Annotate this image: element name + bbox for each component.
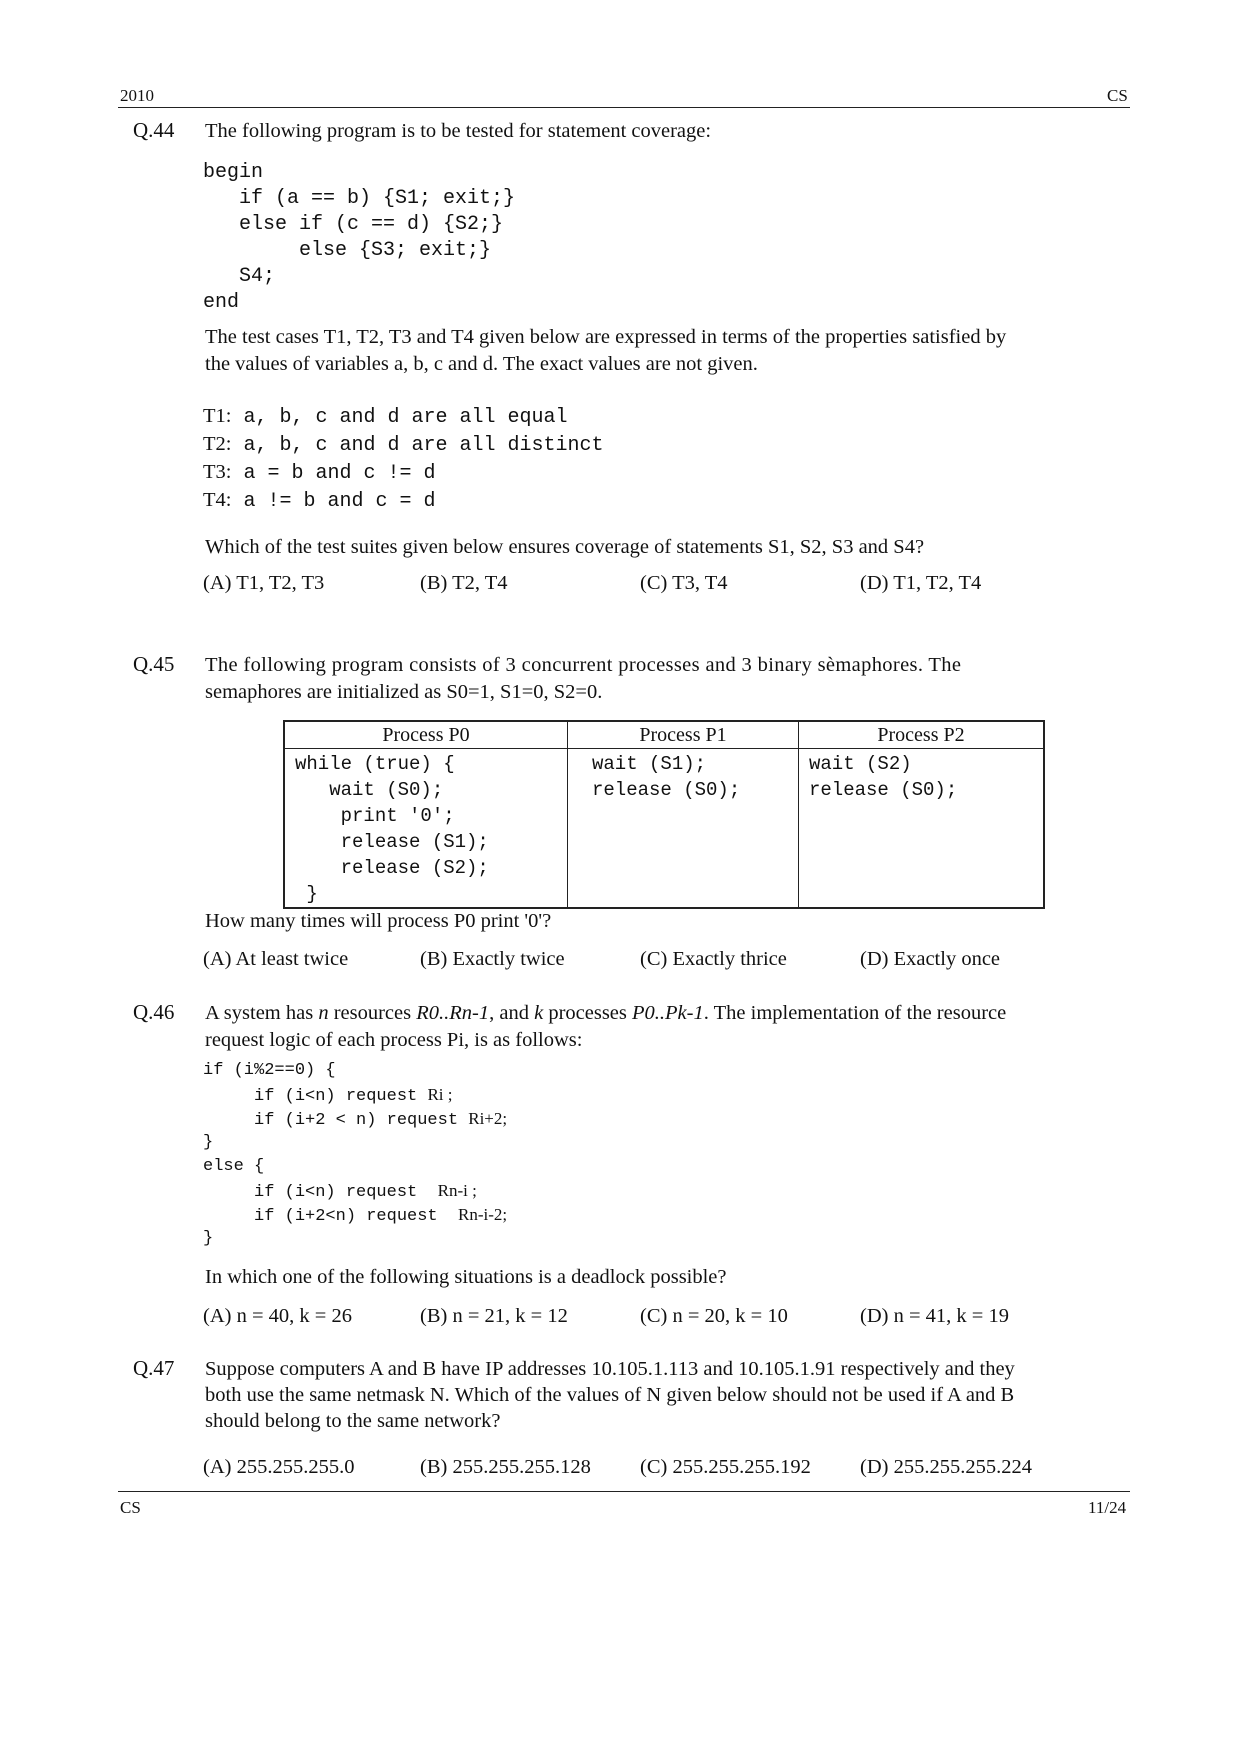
q45-line2: semaphores are initialized as S0=1, S1=0, S2=0.: [205, 681, 603, 703]
q44-question: Which of the test suites given below ensures coverage of statements S1, S2, S3 and S4?: [205, 536, 925, 558]
q46-line2: request logic of each process Pi, is as follows:: [205, 1029, 583, 1051]
q44-intro: The following program is to be tested for statement coverage:: [205, 120, 712, 142]
process-p2-code: wait (S2) release (S0);: [799, 749, 1045, 909]
q46-option-a: (A) n = 40, k = 26: [203, 1305, 352, 1327]
process-p1-code: wait (S1); release (S0);: [568, 749, 799, 909]
table-header-p0: Process P0: [284, 721, 568, 749]
q44-paragraph-line1: The test cases T1, T2, T3 and T4 given below are expressed in terms of the properties satisfied by: [205, 326, 1007, 348]
header-year: 2010: [120, 86, 154, 105]
q45-number: Q.45: [133, 652, 175, 676]
q44-option-a: (A) T1, T2, T3: [203, 572, 325, 594]
q45-option-b: (B) Exactly twice: [420, 948, 565, 970]
q44-code-line: S4;: [203, 265, 276, 288]
q46-line1: A system has n resources R0..Rn-1, and k processes P0..Pk-1. The implementation of the resource: [205, 1002, 1007, 1024]
q44-option-d: (D) T1, T2, T4: [860, 572, 982, 594]
q44-code-line: else if (c == d) {S2;}: [203, 213, 504, 236]
q44-code-line: end: [203, 291, 240, 314]
q47-option-c: (C) 255.255.255.192: [640, 1456, 811, 1478]
q44-code-line: if (a == b) {S1; exit;}: [203, 187, 516, 210]
q46-option-b: (B) n = 21, k = 12: [420, 1305, 568, 1327]
q47-line3: should belong to the same network?: [205, 1410, 501, 1432]
q45-question: How many times will process P0 print '0'?: [205, 910, 552, 932]
q46-question: In which one of the following situations is a deadlock possible?: [205, 1266, 727, 1288]
q46-code-line: }: [203, 1133, 214, 1152]
q47-option-a: (A) 255.255.255.0: [203, 1456, 355, 1478]
q45-option-a: (A) At least twice: [203, 948, 349, 970]
header-rule: [118, 107, 1130, 108]
q47-line2: both use the same netmask N. Which of the values of N given below should not be used if A and B: [205, 1384, 1015, 1406]
q45-option-c: (C) Exactly thrice: [640, 948, 787, 970]
q47-option-b: (B) 255.255.255.128: [420, 1456, 591, 1478]
q44-test-case: T3: a = b and c != d: [203, 461, 436, 485]
q46-code-line: if (i+2 < n) request Ri+2;: [203, 1109, 508, 1130]
q45-process-table: [283, 720, 1045, 909]
q44-test-case: T2: a, b, c and d are all distinct: [203, 433, 604, 457]
q46-code-line: else {: [203, 1157, 265, 1176]
footer-rule: [118, 1491, 1130, 1492]
q45-option-d: (D) Exactly once: [860, 948, 1001, 970]
q47-line1: Suppose computers A and B have IP addresses 10.105.1.113 and 10.105.1.91 respectively and they: [205, 1358, 1015, 1380]
footer-paper: CS: [120, 1498, 141, 1517]
q44-paragraph-line2: the values of variables a, b, c and d. The exact values are not given.: [205, 353, 758, 375]
q47-option-d: (D) 255.255.255.224: [860, 1456, 1032, 1478]
q45-line1: The following program consists of 3 concurrent processes and 3 binary sèmaphores. The: [205, 654, 962, 676]
q44-test-case: T4: a != b and c = d: [203, 489, 436, 513]
q44-number: Q.44: [133, 118, 175, 142]
q46-number: Q.46: [133, 1000, 175, 1024]
q46-code-line: if (i%2==0) {: [203, 1061, 336, 1080]
q44-code-line: begin: [203, 161, 264, 184]
table-header-p1: Process P1: [568, 721, 799, 749]
q46-option-c: (C) n = 20, k = 10: [640, 1305, 788, 1327]
q44-code-line: else {S3; exit;}: [203, 239, 492, 262]
q46-code-line: }: [203, 1229, 214, 1248]
footer-page-number: 11/24: [1088, 1498, 1127, 1517]
q46-code-line: if (i+2<n) request Rn-i-2;: [203, 1205, 508, 1226]
table-header-p2: Process P2: [799, 721, 1045, 749]
q44-test-case: T1: a, b, c and d are all equal: [203, 405, 568, 429]
q46-code-line: if (i<n) request Ri ;: [203, 1085, 453, 1106]
header-paper: CS: [1107, 86, 1128, 105]
q46-option-d: (D) n = 41, k = 19: [860, 1305, 1009, 1327]
q44-option-c: (C) T3, T4: [640, 572, 728, 594]
process-p0-code: while (true) { wait (S0); print '0'; release (S1); release (S2); }: [284, 749, 568, 909]
q47-number: Q.47: [133, 1356, 175, 1380]
q46-code-line: if (i<n) request Rn-i ;: [203, 1181, 477, 1202]
q44-option-b: (B) T2, T4: [420, 572, 508, 594]
